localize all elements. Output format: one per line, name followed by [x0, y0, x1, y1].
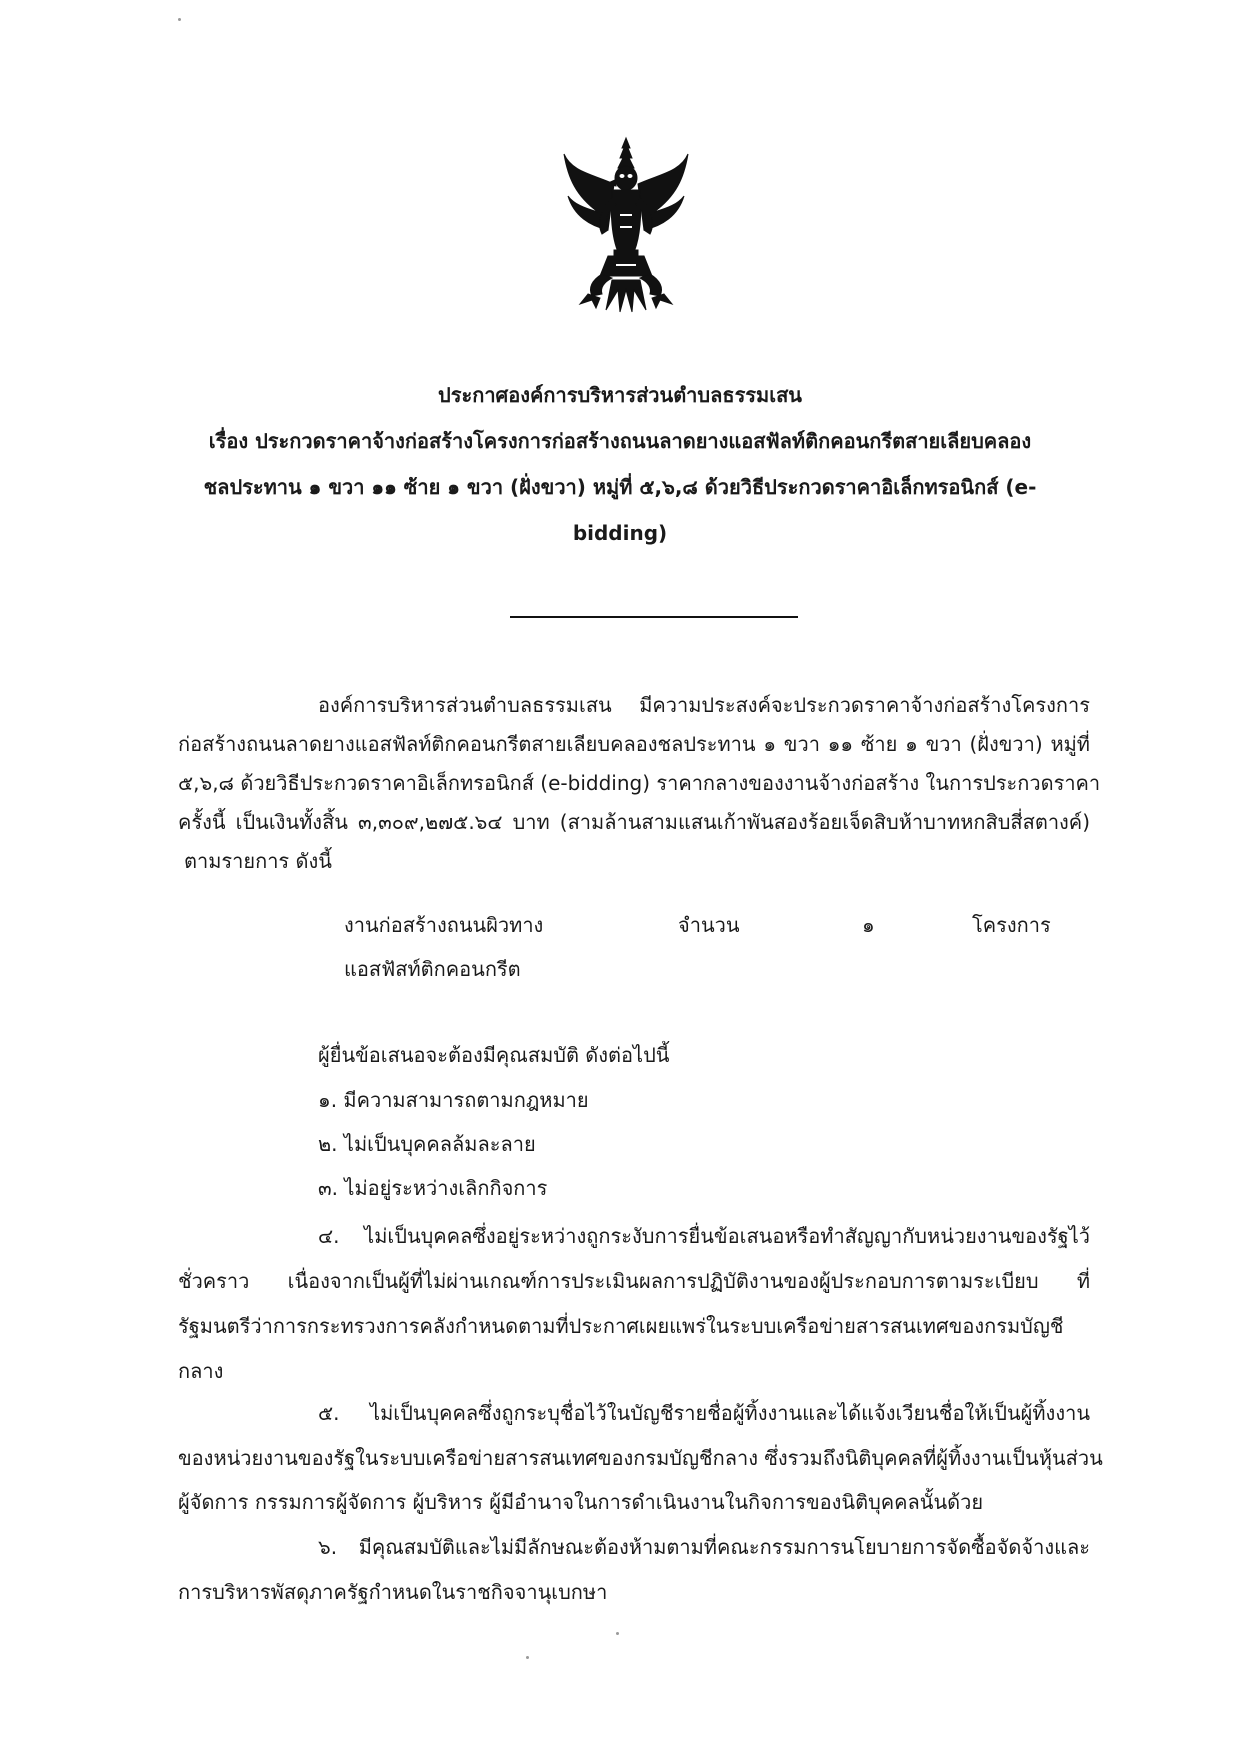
scan-speck: [526, 1656, 529, 1659]
intro-line-5: ตามรายการ ดังนี้: [184, 849, 332, 873]
subject-line-2: ชลประทาน ๑ ขวา ๑๑ ซ้าย ๑ ขวา (ฝั่งขวา) หมู่ที่ ๕,๖,๘ ด้วยวิธีประกวดราคาอิเล็กทรอนิกส์ (e-: [203, 475, 1037, 499]
qualification-2: ๒. ไม่เป็นบุคคลล้มละลาย: [318, 1132, 536, 1156]
subject-line-3: bidding): [572, 521, 668, 545]
qualification-4-line-4: กลาง: [178, 1359, 224, 1383]
qualification-4-line-3: รัฐมนตรีว่าการกระทรวงการคลังกำหนดตามที่ประกาศเผยแพร่ในระบบเครือข่ายสารสนเทศของกรมบัญชี: [178, 1314, 1064, 1338]
announcement-title: ประกาศองค์การบริหารส่วนตำบลธรรมเสน: [438, 383, 802, 407]
qualification-5-line-2: ของหน่วยงานของรัฐในระบบเครือข่ายสารสนเทศของกรมบัญชีกลาง ซึ่งรวมถึงนิติบุคคลที่ผู้ทิ้งงานเป็นหุ้นส่วน: [178, 1446, 1103, 1470]
subject-line-1: เรื่อง ประกวดราคาจ้างก่อสร้างโครงการก่อสร้างถนนลาดยางแอสฟัลท์ติกคอนกรีตสายเลียบคลอง: [208, 429, 1032, 453]
qualification-5-line-1: ๕. ไม่เป็นบุคคลซึ่งถูกระบุชื่อไว้ในบัญชีรายชื่อผู้ทิ้งงานและได้แจ้งเวียนชื่อให้เป็นผู้ทิ้งงาน: [318, 1401, 1090, 1425]
heading-divider: [510, 616, 798, 618]
qualifications-heading: ผู้ยื่นข้อเสนอจะต้องมีคุณสมบัติ ดังต่อไปนี้: [318, 1043, 670, 1067]
garuda-emblem: [562, 134, 690, 314]
item-unit: โครงการ: [972, 913, 1051, 937]
item-qty-label: จำนวน: [678, 913, 740, 937]
qualification-1: ๑. มีความสามารถตามกฎหมาย: [318, 1088, 589, 1112]
qualification-6-line-1: ๖. มีคุณสมบัติและไม่มีลักษณะต้องห้ามตามที่คณะกรรมการนโยบายการจัดซื้อจัดจ้างและ: [318, 1535, 1090, 1559]
scan-speck: [178, 18, 181, 21]
qualification-4-line-1: ๔. ไม่เป็นบุคคลซึ่งอยู่ระหว่างถูกระงับการยื่นข้อเสนอหรือทำสัญญากับหน่วยงานของรัฐไว้: [318, 1224, 1090, 1248]
intro-line-3: ๕,๖,๘ ด้วยวิธีประกวดราคาอิเล็กทรอนิกส์ (e-bidding) ราคากลางของงานจ้างก่อสร้าง ในการประกวดราคา: [178, 771, 1101, 795]
intro-line-1: องค์การบริหารส่วนตำบลธรรมเสน มีความประสงค์จะประกวดราคาจ้างก่อสร้างโครงการ: [318, 693, 1090, 717]
item-name-line-1: งานก่อสร้างถนนผิวทาง: [344, 913, 544, 937]
item-qty: ๑: [862, 913, 875, 937]
qualification-3: ๓. ไม่อยู่ระหว่างเลิกกิจการ: [318, 1176, 548, 1200]
intro-line-4: ครั้งนี้ เป็นเงินทั้งสิ้น ๓,๓๐๙,๒๗๕.๖๔ บาท (สามล้านสามแสนเก้าพันสองร้อยเจ็ดสิบห้าบาทหกสิบสี่สตางค์): [178, 810, 1090, 834]
qualification-5-line-3: ผู้จัดการ กรรมการผู้จัดการ ผู้บริหาร ผู้มีอำนาจในการดำเนินงานในกิจการของนิติบุคคลนั้นด้วย: [178, 1490, 984, 1514]
scan-speck: [616, 1632, 619, 1635]
intro-line-2: ก่อสร้างถนนลาดยางแอสฟัลท์ติกคอนกรีตสายเลียบคลองชลประทาน ๑ ขวา ๑๑ ซ้าย ๑ ขวา (ฝั่งขวา) หมู่ที่: [178, 732, 1090, 756]
qualification-6-line-2: การบริหารพัสดุภาครัฐกำหนดในราชกิจจานุเบกษา: [178, 1580, 608, 1604]
item-name-line-2: แอสฟัสท์ติกคอนกรีต: [344, 957, 521, 981]
qualification-4-line-2: ชั่วคราว เนื่องจากเป็นผู้ที่ไม่ผ่านเกณฑ์การประเมินผลการปฏิบัติงานของผู้ประกอบการตามระเบียบ ที่: [178, 1269, 1090, 1293]
